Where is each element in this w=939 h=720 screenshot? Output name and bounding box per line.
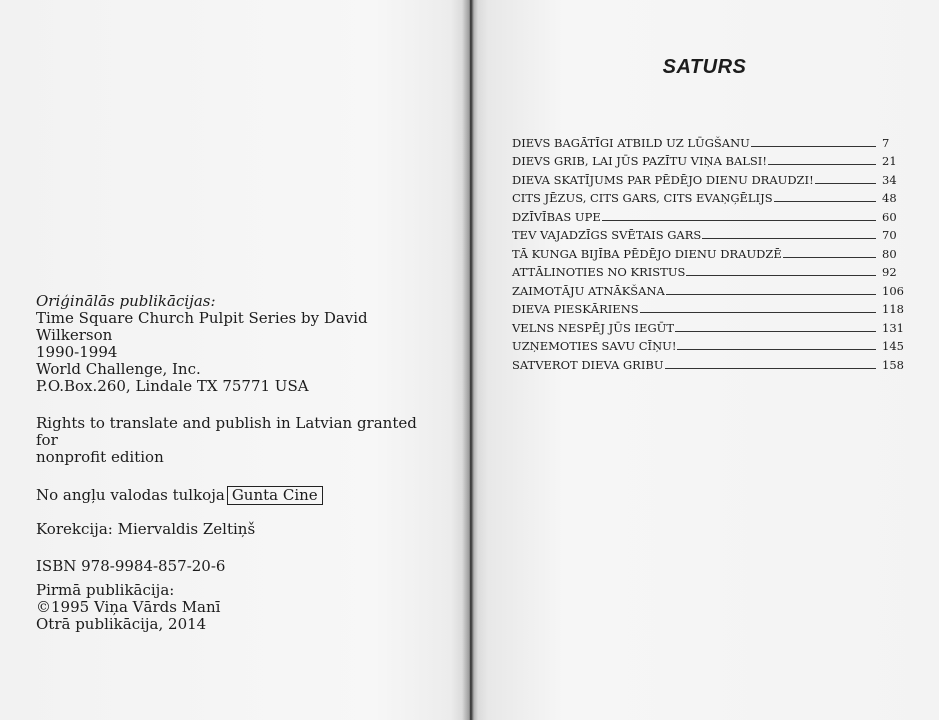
toc-entry-title: CITS JĒZUS, CITS GARS, CITS EVAŅĢĒLIJS [512, 191, 773, 205]
translator-name: Gunta Cine [227, 486, 323, 505]
toc-leader-line [774, 201, 876, 202]
toc-leader-line [665, 368, 876, 369]
rights-line-1: Rights to translate and publish in Latvian granted for [36, 414, 417, 449]
toc-entry [512, 335, 910, 354]
first-publication-label: Pirmā publikācija: [36, 581, 175, 599]
years: 1990-1994 [36, 343, 118, 361]
publisher: World Challenge, Inc. [36, 360, 201, 378]
toc-entry-title: ZAIMOTĀJU ATNĀKŠANA [512, 283, 665, 298]
toc-entry-page: 106 [882, 283, 904, 298]
translator-label: No angļu valodas tulkoja [36, 486, 225, 504]
toc-entry-page: 80 [882, 246, 897, 261]
toc-leader-line [666, 294, 876, 295]
isbn: ISBN 978-9984-857-20-6 [36, 557, 226, 575]
series-line: Time Square Church Pulpit Series by David Wilkerson [36, 309, 368, 344]
toc-entry [512, 131, 910, 150]
toc-entry-title: TEV VAJADZĪGS SVĒTAIS GARS [512, 228, 702, 242]
original-publication-label: Oriģinālās publikācijas: [36, 292, 216, 310]
toc-leader-line [677, 349, 876, 350]
toc-entry [512, 242, 910, 261]
toc-leader-line [640, 312, 876, 313]
toc-leader-line [768, 164, 876, 165]
toc-entry [512, 150, 910, 169]
toc-entry-page: 48 [882, 191, 897, 205]
toc-title: SATURS [662, 56, 747, 78]
toc-entry-title: UZŅEMOTIES SAVU CĪŅU! [512, 339, 677, 353]
toc-entry-title: DIEVS BAGĀTĪGI ATBILD UZ LŪGŠANU [512, 135, 750, 150]
first-publication-block [36, 582, 436, 633]
toc-entry-title: ATTĀLINOTIES NO KRISTUS [512, 265, 686, 279]
toc-leader-line [783, 257, 876, 258]
toc-leader-line [602, 220, 876, 221]
second-publication: Otrā publikācija, 2014 [36, 615, 207, 633]
toc-entry-page: 145 [882, 339, 904, 353]
left-page [0, 0, 468, 720]
toc-entry-page: 158 [882, 357, 904, 372]
corrector: Korekcija: Miervaldis Zeltiņš [36, 520, 256, 538]
toc-entry [512, 205, 910, 224]
toc-entry-title: DIEVA PIESKĀRIENS [512, 302, 639, 316]
toc-entry [512, 168, 910, 187]
toc-entry-title: VELNS NESPĒJ JŪS IEGŪT [512, 320, 674, 335]
toc-entry [512, 298, 910, 317]
toc-entry-title: DZĪVĪBAS UPE [512, 209, 601, 224]
toc-leader-line [686, 275, 876, 276]
translator-row [36, 486, 436, 505]
toc-entry [512, 187, 910, 206]
imprint-block [36, 293, 436, 575]
toc-leader-line [815, 183, 876, 184]
copyright: ©1995 Viņa Vārds Manī [36, 598, 221, 616]
right-page [470, 0, 939, 720]
toc-entry [512, 261, 910, 280]
address: P.O.Box.260, Lindale TX 75771 USA [36, 377, 309, 395]
table-of-contents [512, 131, 910, 372]
toc-entry-title: TĀ KUNGA BIJĪBA PĒDĒJO DIENU DRAUDZĒ [512, 246, 782, 261]
toc-entry [512, 353, 910, 372]
toc-leader-line [702, 238, 876, 239]
toc-entry-page: 131 [882, 320, 904, 335]
toc-entry [512, 316, 910, 335]
toc-entry-title: SATVEROT DIEVA GRIBU [512, 357, 664, 372]
toc-entry-page: 118 [882, 302, 904, 316]
toc-entry-title: DIEVS GRIB, LAI JŪS PAZĪTU VIŅA BALSI! [512, 154, 767, 168]
toc-entry-page: 7 [882, 135, 890, 150]
toc-entry [512, 224, 910, 243]
toc-entry-page: 70 [882, 228, 897, 242]
toc-entry [512, 279, 910, 298]
toc-entry-page: 60 [882, 209, 897, 224]
rights-line-2: nonprofit edition [36, 448, 164, 466]
toc-entry-page: 92 [882, 265, 897, 279]
toc-entry-page: 34 [882, 172, 897, 187]
toc-leader-line [751, 146, 876, 147]
toc-entry-title: DIEVA SKATĪJUMS PAR PĒDĒJO DIENU DRAUDZI! [512, 172, 814, 187]
toc-leader-line [675, 331, 876, 332]
toc-entry-page: 21 [882, 154, 897, 168]
